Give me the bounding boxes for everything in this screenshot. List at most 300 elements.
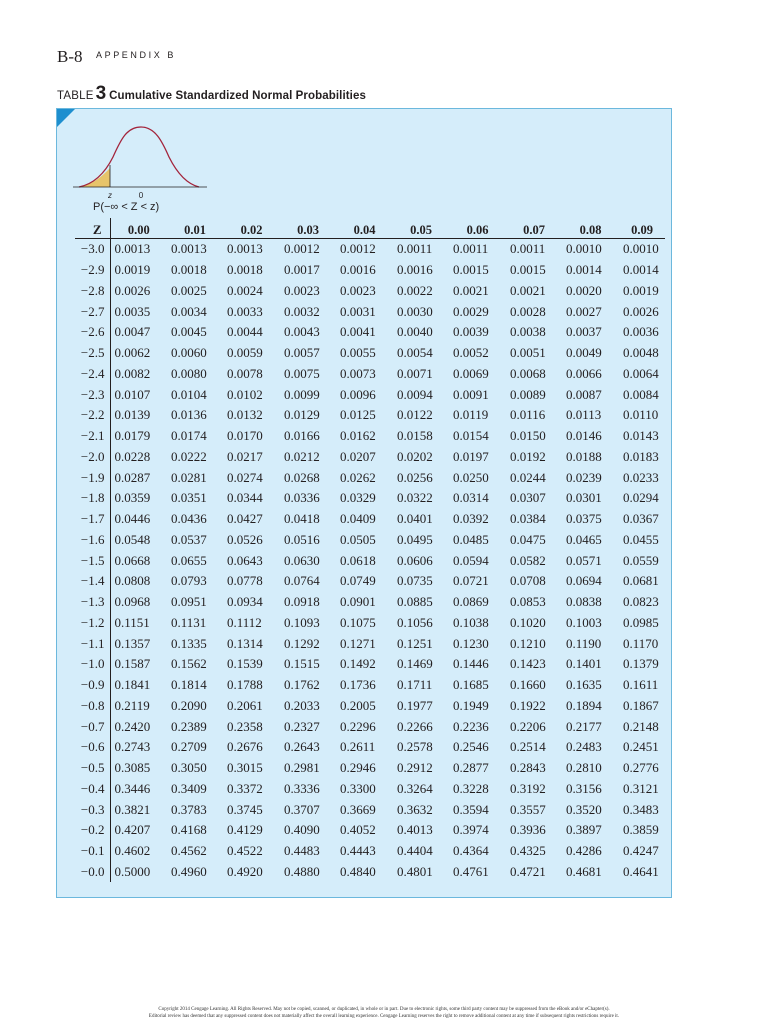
probability-cell: 0.0029: [453, 303, 489, 319]
probability-cell: 0.0668: [114, 552, 151, 568]
table-row: [75, 447, 665, 468]
probability-cell: 0.0823: [623, 594, 659, 610]
probability-cell: 0.0033: [227, 303, 263, 319]
column-header: 0.03: [280, 218, 336, 239]
probability-cell: 0.1020: [510, 614, 546, 630]
probability-cell: 0.1469: [397, 656, 433, 672]
shaded-tail-area: [79, 168, 110, 187]
column-header: 0.00: [110, 218, 167, 239]
probability-cell: 0.0256: [397, 469, 433, 485]
probability-cell: 0.3974: [453, 822, 489, 838]
probability-cell: 0.0559: [623, 552, 659, 568]
probability-cell: 0.4168: [171, 822, 207, 838]
probability-cell: 0.0084: [623, 386, 659, 402]
probability-cell: 0.4602: [114, 843, 151, 859]
probability-cell: 0.0681: [623, 573, 659, 589]
table-row: [75, 530, 665, 551]
column-header: 0.08: [562, 218, 619, 239]
table-row: [75, 384, 665, 405]
probability-cell: 0.0351: [171, 490, 207, 506]
probability-cell: 0.1423: [510, 656, 546, 672]
probability-cell: 0.1112: [227, 614, 262, 630]
table-row: [75, 405, 665, 426]
probability-cell: 0.0233: [623, 469, 659, 485]
probability-cell: 0.4641: [623, 863, 659, 879]
probability-cell: 0.0329: [340, 490, 376, 506]
probability-cell: 0.0455: [623, 531, 659, 547]
probability-cell: 0.0034: [171, 303, 207, 319]
probability-cell: 0.0043: [284, 324, 320, 340]
probability-cell: 0.3936: [510, 822, 546, 838]
probability-cell: 0.2296: [340, 718, 376, 734]
probability-cell: 0.4522: [227, 843, 263, 859]
probability-cell: 0.0018: [171, 262, 207, 278]
probability-cell: 0.0036: [623, 324, 659, 340]
z-value-cell: −0.5: [75, 758, 110, 779]
probability-cell: 0.0028: [510, 303, 546, 319]
probability-cell: 0.0026: [114, 282, 151, 298]
table-row: [75, 239, 665, 260]
probability-cell: 0.0274: [227, 469, 263, 485]
probability-cell: 0.0129: [284, 407, 320, 423]
probability-cell: 0.0885: [397, 594, 433, 610]
probability-cell: 0.0537: [171, 531, 207, 547]
probability-cell: 0.2389: [171, 718, 207, 734]
probability-cell: 0.0035: [114, 303, 151, 319]
probability-cell: 0.2266: [397, 718, 433, 734]
copyright-line-1: Copyright 2014 Cengage Learning. All Rights Reserved. May not be copied, scanned, or duplicated, in whole or in part. Due to electronic rights, some third party content may be suppressed from the eBook and/or eChapter(s).: [158, 1007, 610, 1012]
probability-cell: 0.0011: [510, 241, 546, 257]
table-row: [75, 862, 665, 883]
probability-cell: 0.0038: [510, 324, 546, 340]
probability-cell: 0.1093: [284, 614, 320, 630]
z-value-cell: −2.5: [75, 343, 110, 364]
probability-cell: 0.0655: [171, 552, 207, 568]
probability-cell: 0.3821: [114, 801, 151, 817]
column-header: 0.07: [506, 218, 562, 239]
table-row: [75, 613, 665, 634]
probability-cell: 0.0096: [340, 386, 376, 402]
probability-cell: 0.0139: [114, 407, 151, 423]
probability-cell: 0.0951: [171, 594, 207, 610]
probability-cell: 0.0384: [510, 511, 546, 527]
probability-cell: 0.0154: [453, 428, 489, 444]
probability-cell: 0.0516: [284, 531, 320, 547]
probability-cell: 0.0618: [340, 552, 376, 568]
probability-cell: 0.0010: [566, 241, 602, 257]
table-row: [75, 716, 665, 737]
table-row: [75, 550, 665, 571]
probability-cell: 0.0013: [171, 241, 207, 257]
probability-cell: 0.2946: [340, 760, 376, 776]
probability-cell: 0.0031: [340, 303, 376, 319]
probability-cell: 0.0582: [510, 552, 546, 568]
probability-cell: 0.1075: [340, 614, 376, 630]
probability-cell: 0.4721: [510, 863, 546, 879]
probability-cell: 0.0039: [453, 324, 489, 340]
probability-cell: 0.3121: [623, 780, 659, 796]
probability-cell: 0.0694: [566, 573, 602, 589]
probability-cell: 0.4443: [340, 843, 376, 859]
z-value-cell: −3.0: [75, 239, 110, 260]
column-header: 0.04: [336, 218, 393, 239]
probability-cell: 0.0019: [623, 282, 659, 298]
zero-axis-label: 0: [138, 191, 144, 200]
table-row: [75, 799, 665, 820]
probability-cell: 0.0301: [566, 490, 602, 506]
probability-cell: 0.2090: [171, 697, 207, 713]
probability-cell: 0.0051: [510, 345, 546, 361]
probability-cell: 0.0392: [453, 511, 489, 527]
probability-cell: 0.0250: [453, 469, 489, 485]
probability-cell: 0.0021: [453, 282, 489, 298]
probability-cell: 0.0078: [227, 365, 263, 381]
probability-cell: 0.0010: [623, 241, 659, 257]
probability-cell: 0.0016: [397, 262, 433, 278]
probability-cell: 0.0495: [397, 531, 433, 547]
probability-cell: 0.1357: [114, 635, 151, 651]
table-row: [75, 654, 665, 675]
probability-cell: 0.2483: [566, 739, 602, 755]
table-row: [75, 343, 665, 364]
probability-cell: 0.2177: [566, 718, 602, 734]
z-value-cell: −2.7: [75, 301, 110, 322]
probability-cell: 0.1492: [340, 656, 376, 672]
column-header-z: Z: [75, 218, 110, 239]
probability-cell: 0.2912: [397, 760, 433, 776]
probability-cell: 0.0409: [340, 511, 376, 527]
probability-cell: 0.0505: [340, 531, 376, 547]
probability-cell: 0.2420: [114, 718, 151, 734]
probability-cell: 0.3192: [510, 780, 546, 796]
table-body: [75, 239, 665, 883]
probability-cell: 0.2843: [510, 760, 546, 776]
probability-cell: 0.0287: [114, 469, 151, 485]
probability-cell: 0.2709: [171, 739, 207, 755]
probability-cell: 0.3336: [284, 780, 320, 796]
probability-cell: 0.0162: [340, 428, 376, 444]
z-value-cell: −1.5: [75, 550, 110, 571]
probability-cell: 0.0808: [114, 573, 151, 589]
copyright-line-2: Editorial review has deemed that any suppressed content does not materially affect the overall learning experience. Cengage Learning reserves the right to remove additional content at any time if subsequent rights restrictions require it.: [148, 1014, 620, 1019]
probability-cell: 0.3015: [227, 760, 263, 776]
probability-cell: 0.0749: [340, 573, 376, 589]
probability-cell: 0.0013: [114, 241, 151, 257]
probability-cell: 0.0024: [227, 282, 263, 298]
probability-cell: 0.1314: [227, 635, 263, 651]
table-row: [75, 779, 665, 800]
z-value-cell: −2.8: [75, 281, 110, 302]
probability-cell: 0.3632: [397, 801, 433, 817]
table-panel: [56, 108, 672, 898]
probability-cell: 0.0019: [114, 262, 151, 278]
probability-cell: 0.2877: [453, 760, 489, 776]
probability-cell: 0.4090: [284, 822, 320, 838]
table-row: [75, 260, 665, 281]
probability-cell: 0.0244: [510, 469, 546, 485]
probability-cell: 0.0197: [453, 448, 489, 464]
probability-cell: 0.2327: [284, 718, 320, 734]
probability-cell: 0.5000: [114, 863, 151, 879]
probability-cell: 0.1922: [510, 697, 546, 713]
probability-cell: 0.0869: [453, 594, 489, 610]
probability-cell: 0.0091: [453, 386, 489, 402]
probability-cell: 0.0119: [453, 407, 489, 423]
probability-cell: 0.0069: [453, 365, 489, 381]
probability-cell: 0.2578: [397, 739, 433, 755]
z-value-cell: −0.0: [75, 862, 110, 883]
probability-cell: 0.0838: [566, 594, 602, 610]
probability-cell: 0.3859: [623, 822, 659, 838]
probability-cell: 0.0262: [340, 469, 376, 485]
probability-cell: 0.4880: [284, 863, 320, 879]
probability-cell: 0.0901: [340, 594, 376, 610]
probability-cell: 0.4247: [623, 843, 659, 859]
probability-cell: 0.0014: [566, 262, 602, 278]
probability-cell: 0.0062: [114, 345, 151, 361]
probability-cell: 0.0052: [453, 345, 489, 361]
probability-cell: 0.4562: [171, 843, 207, 859]
probability-cell: 0.1736: [340, 677, 376, 693]
z-value-cell: −1.8: [75, 488, 110, 509]
probability-cell: 0.4681: [566, 863, 602, 879]
z-value-cell: −1.3: [75, 592, 110, 613]
probability-cell: 0.0643: [227, 552, 263, 568]
copyright-notice: [40, 1006, 728, 1020]
probability-cell: 0.0708: [510, 573, 546, 589]
probability-cell: 0.1003: [566, 614, 602, 630]
probability-cell: 0.0721: [453, 573, 489, 589]
probability-cell: 0.0359: [114, 490, 151, 506]
table-row: [75, 322, 665, 343]
probability-cell: 0.2236: [453, 718, 489, 734]
table-row: [75, 426, 665, 447]
z-value-cell: −1.6: [75, 530, 110, 551]
probability-cell: 0.0778: [227, 573, 263, 589]
table-row: [75, 633, 665, 654]
probability-cell: 0.0436: [171, 511, 207, 527]
table-row: [75, 696, 665, 717]
probability-cell: 0.4920: [227, 863, 263, 879]
probability-cell: 0.0418: [284, 511, 320, 527]
probability-cell: 0.0268: [284, 469, 320, 485]
probability-cell: 0.2061: [227, 697, 263, 713]
probability-cell: 0.1841: [114, 677, 151, 693]
probability-cell: 0.0016: [340, 262, 376, 278]
probability-cell: 0.1379: [623, 656, 659, 672]
probability-cell: 0.0294: [623, 490, 659, 506]
probability-cell: 0.2514: [510, 739, 546, 755]
probability-cell: 0.0094: [397, 386, 433, 402]
table-row: [75, 509, 665, 530]
probability-cell: 0.2005: [340, 697, 376, 713]
probability-cell: 0.0048: [623, 345, 659, 361]
probability-cell: 0.0055: [340, 345, 376, 361]
probability-cell: 0.3557: [510, 801, 546, 817]
probability-cell: 0.3897: [566, 822, 602, 838]
z-value-cell: −0.1: [75, 841, 110, 862]
probability-cell: 0.0465: [566, 531, 602, 547]
probability-cell: 0.1814: [171, 677, 207, 693]
probability-cell: 0.0089: [510, 386, 546, 402]
probability-cell: 0.0188: [566, 448, 602, 464]
probability-cell: 0.0020: [566, 282, 602, 298]
probability-cell: 0.0068: [510, 365, 546, 381]
probability-cell: 0.0192: [510, 448, 546, 464]
table-title: Cumulative Standardized Normal Probabilities: [109, 90, 366, 102]
probability-cell: 0.0022: [397, 282, 433, 298]
probability-cell: 0.0087: [566, 386, 602, 402]
probability-cell: 0.1271: [340, 635, 376, 651]
probability-cell: 0.0044: [227, 324, 263, 340]
probability-cell: 0.0057: [284, 345, 320, 361]
probability-cell: 0.0015: [453, 262, 489, 278]
z-value-cell: −1.9: [75, 467, 110, 488]
z-value-cell: −0.9: [75, 675, 110, 696]
probability-cell: 0.0054: [397, 345, 433, 361]
probability-cell: 0.0446: [114, 511, 151, 527]
z-value-cell: −0.2: [75, 820, 110, 841]
column-header: 0.06: [449, 218, 506, 239]
probability-cell: 0.0166: [284, 428, 320, 444]
probability-cell: 0.1660: [510, 677, 546, 693]
probability-cell: 0.3372: [227, 780, 263, 796]
probability-cell: 0.1635: [566, 677, 602, 693]
z-value-cell: −2.6: [75, 322, 110, 343]
probability-cell: 0.2743: [114, 739, 151, 755]
z-value-cell: −1.1: [75, 633, 110, 654]
probability-cell: 0.0104: [171, 386, 207, 402]
probability-cell: 0.3085: [114, 760, 151, 776]
probability-cell: 0.0158: [397, 428, 433, 444]
page-number: B-8: [57, 47, 83, 66]
probability-cell: 0.1515: [284, 656, 320, 672]
probability-cell: 0.4404: [397, 843, 433, 859]
probability-cell: 0.1587: [114, 656, 151, 672]
probability-cell: 0.0934: [227, 594, 263, 610]
probability-cell: 0.3520: [566, 801, 602, 817]
probability-cell: 0.0071: [397, 365, 433, 381]
probability-cell: 0.0217: [227, 448, 263, 464]
probability-cell: 0.0143: [623, 428, 659, 444]
probability-cell: 0.1335: [171, 635, 207, 651]
probability-cell: 0.0014: [623, 262, 659, 278]
probability-cell: 0.0011: [397, 241, 433, 257]
z-value-cell: −1.7: [75, 509, 110, 530]
probability-cell: 0.0059: [227, 345, 263, 361]
probability-cell: 0.1949: [453, 697, 489, 713]
z-value-cell: −1.0: [75, 654, 110, 675]
probability-cell: 0.1562: [171, 656, 207, 672]
probability-cell: 0.0322: [397, 490, 433, 506]
probability-cell: 0.0485: [453, 531, 489, 547]
probability-cell: 0.4286: [566, 843, 602, 859]
probability-cell: 0.2119: [114, 697, 150, 713]
probability-cell: 0.1151: [114, 614, 150, 630]
probability-cell: 0.0037: [566, 324, 602, 340]
probability-cell: 0.0099: [284, 386, 320, 402]
probability-cell: 0.3050: [171, 760, 207, 776]
probability-cell: 0.0281: [171, 469, 207, 485]
section-label: APPENDIX B: [96, 50, 177, 60]
probability-cell: 0.0064: [623, 365, 659, 381]
z-value-cell: −0.8: [75, 696, 110, 717]
probability-cell: 0.0026: [623, 303, 659, 319]
z-value-cell: −1.2: [75, 613, 110, 634]
z-axis-label: z: [108, 191, 112, 200]
z-value-cell: −2.4: [75, 364, 110, 385]
probability-cell: 0.0049: [566, 345, 602, 361]
probability-cell: 0.0110: [623, 407, 659, 423]
probability-cell: 0.1685: [453, 677, 489, 693]
probability-cell: 0.0222: [171, 448, 207, 464]
probability-cell: 0.0080: [171, 365, 207, 381]
probability-cell: 0.0170: [227, 428, 263, 444]
probability-cell: 0.4483: [284, 843, 320, 859]
probability-cell: 0.0013: [227, 241, 263, 257]
probability-cell: 0.1190: [566, 635, 602, 651]
probability-cell: 0.0548: [114, 531, 151, 547]
probability-cell: 0.2776: [623, 760, 659, 776]
probability-cell: 0.2611: [340, 739, 376, 755]
probability-cell: 0.2981: [284, 760, 320, 776]
probability-cell: 0.0207: [340, 448, 376, 464]
z-value-cell: −2.3: [75, 384, 110, 405]
probability-cell: 0.1446: [453, 656, 489, 672]
probability-cell: 0.0116: [510, 407, 546, 423]
probability-cell: 0.1038: [453, 614, 489, 630]
probability-cell: 0.0764: [284, 573, 320, 589]
probability-cell: 0.1056: [397, 614, 433, 630]
probability-cell: 0.4013: [397, 822, 433, 838]
z-value-cell: −2.9: [75, 260, 110, 281]
probability-cell: 0.0427: [227, 511, 263, 527]
probability-cell: 0.0040: [397, 324, 433, 340]
probability-cell: 0.0401: [397, 511, 433, 527]
normal-curve-figure: [69, 117, 219, 201]
probability-cell: 0.0045: [171, 324, 207, 340]
probability-cell: 0.0630: [284, 552, 320, 568]
probability-cell: 0.2546: [453, 739, 489, 755]
probability-cell: 0.4761: [453, 863, 489, 879]
probability-cell: 0.1894: [566, 697, 602, 713]
probability-cell: 0.0018: [227, 262, 263, 278]
probability-cell: 0.1292: [284, 635, 320, 651]
probability-cell: 0.0212: [284, 448, 320, 464]
table-row: [75, 592, 665, 613]
probability-cell: 0.0344: [227, 490, 263, 506]
probability-cell: 0.0202: [397, 448, 433, 464]
probability-cell: 0.0017: [284, 262, 320, 278]
probability-cell: 0.0011: [453, 241, 489, 257]
probability-cell: 0.1170: [623, 635, 659, 651]
probability-cell: 0.0571: [566, 552, 602, 568]
table-row: [75, 737, 665, 758]
z-value-cell: −0.4: [75, 779, 110, 800]
probability-cell: 0.0594: [453, 552, 489, 568]
probability-cell: 0.3669: [340, 801, 376, 817]
probability-cell: 0.0918: [284, 594, 320, 610]
probability-cell: 0.0968: [114, 594, 151, 610]
probability-cell: 0.0073: [340, 365, 376, 381]
probability-cell: 0.3446: [114, 780, 151, 796]
probability-cell: 0.0475: [510, 531, 546, 547]
probability-cell: 0.0853: [510, 594, 546, 610]
probability-cell: 0.1401: [566, 656, 602, 672]
z-value-cell: −0.3: [75, 799, 110, 820]
column-header: 0.05: [393, 218, 449, 239]
probability-cell: 0.4801: [397, 863, 433, 879]
